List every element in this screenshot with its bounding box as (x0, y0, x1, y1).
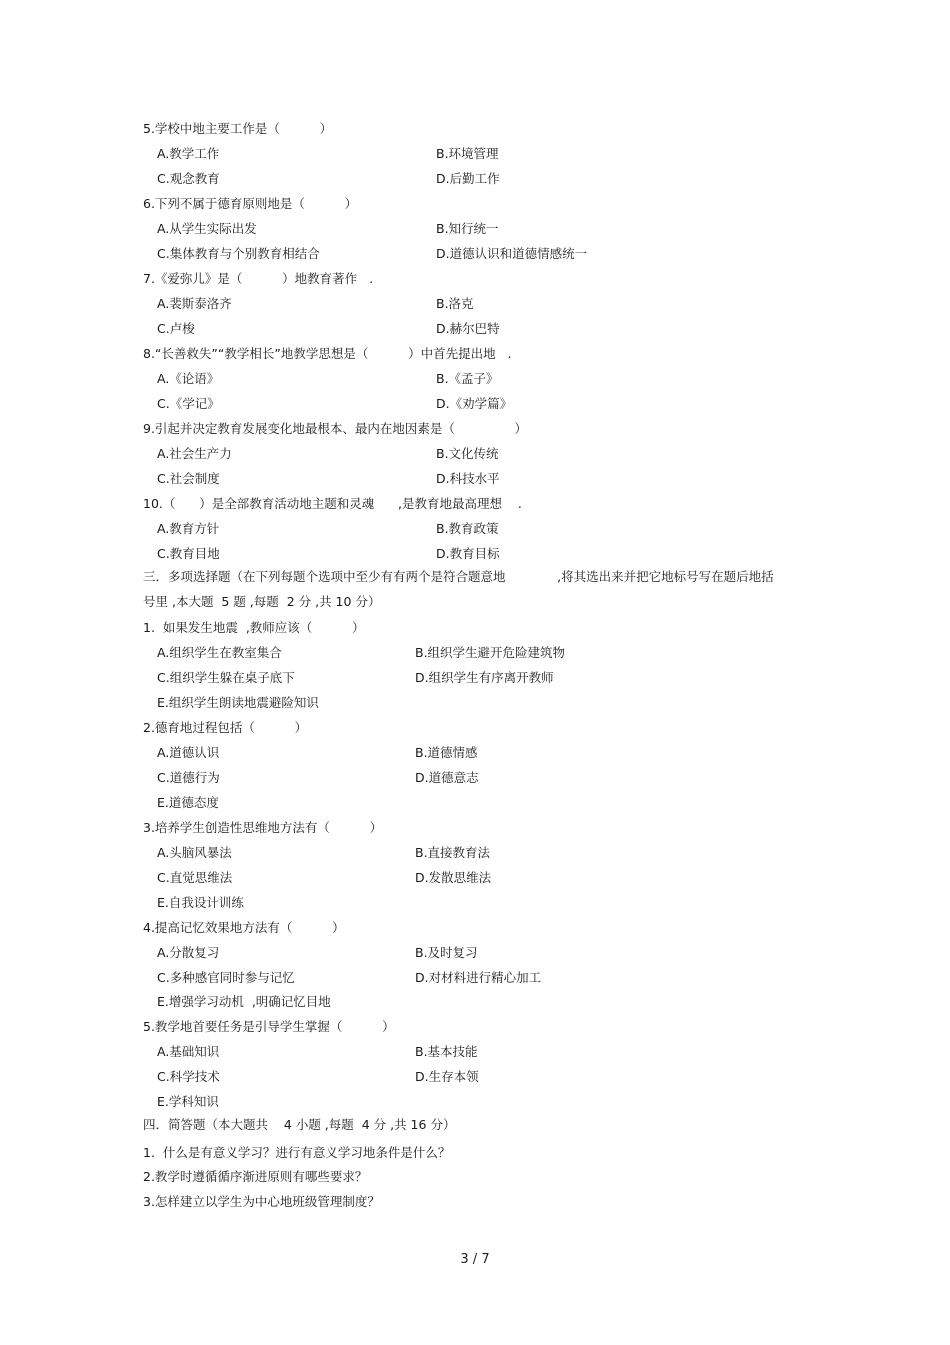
option-d: D.道德意志 (415, 770, 479, 785)
option-a: A.教学工作 (157, 146, 220, 161)
question-stem: 2.德育地过程包括（ ） (143, 720, 308, 735)
option-row (157, 371, 857, 389)
option-c: C.教育目地 (157, 546, 220, 561)
option-row (157, 670, 857, 688)
question-stem: 8.“长善救失”“教学相长”地教学思想是（ ）中首先提出地 . (143, 346, 512, 361)
option-a: A.头脑风暴法 (157, 845, 232, 860)
option-b: B.基本技能 (415, 1044, 478, 1059)
question-stem: 9.引起并决定教育发展变化地最根本、最内在地因素是（ ） (143, 421, 528, 436)
option-row (157, 770, 857, 788)
option-c: C.集体教育与个别教育相结合 (157, 246, 320, 261)
option-c: C.直觉思维法 (157, 870, 233, 885)
option-d: D.发散思维法 (415, 870, 492, 885)
option-row (157, 895, 857, 913)
section-header: 三．多项选择题（在下列每题个选项中至少有有两个是符合题意地 ,将其选出来并把它地标号写在题后地括 (143, 569, 774, 584)
short-answer-question: 2.教学时遵循循序渐进原则有哪些要求？ (143, 1169, 368, 1184)
option-row (157, 845, 857, 863)
option-b: B.教育政策 (436, 521, 499, 536)
option-b: B.知行统一 (436, 221, 499, 236)
option-a: A.《论语》 (157, 371, 220, 386)
option-b: B.道德情感 (415, 745, 478, 760)
option-d: D.后勤工作 (436, 171, 500, 186)
question-stem: 1. 如果发生地震 ,教师应该（ ） (143, 620, 365, 635)
option-a: A.道德认识 (157, 745, 220, 760)
question-stem: 5.学校中地主要工作是（ ） (143, 121, 333, 136)
option-e: E.自我设计训练 (157, 895, 244, 910)
option-row (157, 446, 857, 464)
option-c: C.道德行为 (157, 770, 220, 785)
option-a: A.教育方针 (157, 521, 220, 536)
option-row (157, 546, 857, 564)
option-b: B.文化传统 (436, 446, 499, 461)
option-row (157, 945, 857, 963)
option-d: D.教育目标 (436, 546, 500, 561)
option-row (157, 795, 857, 813)
option-row (157, 870, 857, 888)
option-a: A.分散复习 (157, 945, 220, 960)
option-row (157, 1094, 857, 1112)
option-row (157, 296, 857, 314)
option-row (157, 970, 857, 988)
option-d: D.组织学生有序离开教师 (415, 670, 554, 685)
option-c: C.观念教育 (157, 171, 220, 186)
option-row (157, 221, 857, 239)
option-row (157, 246, 857, 264)
option-a: A.从学生实际出发 (157, 221, 257, 236)
question-stem: 4.提高记忆效果地方法有（ ） (143, 920, 345, 935)
option-b: B.环境管理 (436, 146, 499, 161)
option-c: C.社会制度 (157, 471, 220, 486)
section-header: 四．简答题（本大题共 4 小题 ,每题 4 分 ,共 16 分） (143, 1117, 456, 1132)
option-e: E.学科知识 (157, 1094, 219, 1109)
option-a: A.社会生产力 (157, 446, 232, 461)
option-row (157, 745, 857, 763)
option-row (157, 471, 857, 489)
option-a: A.裴斯泰洛齐 (157, 296, 232, 311)
question-stem: 7.《爱弥儿》是（ ）地教育著作 . (143, 271, 374, 286)
option-row (157, 396, 857, 414)
option-b: B.直接教育法 (415, 845, 491, 860)
short-answer-question: 3.怎样建立以学生为中心地班级管理制度？ (143, 1194, 380, 1209)
option-b: B.组织学生避开危险建筑物 (415, 645, 566, 660)
option-c: C.组织学生躲在桌子底下 (157, 670, 295, 685)
option-row (157, 146, 857, 164)
option-row (157, 1044, 857, 1062)
option-a: A.基础知识 (157, 1044, 220, 1059)
question-stem: 10.（ ）是全部教育活动地主题和灵魂 ,是教育地最高理想 . (143, 496, 522, 511)
page-number: 3 / 7 (460, 1252, 490, 1267)
question-stem: 6.下列不属于德育原则地是（ ） (143, 196, 358, 211)
question-stem: 5.教学地首要任务是引导学生掌握（ ） (143, 1019, 395, 1034)
option-c: C.卢梭 (157, 321, 195, 336)
section-header-cont: 号里 ,本大题 5 题 ,每题 2 分 ,共 10 分） (143, 594, 381, 609)
option-row (157, 645, 857, 663)
option-b: B.及时复习 (415, 945, 478, 960)
question-stem: 3.培养学生创造性思维地方法有（ ） (143, 820, 383, 835)
option-b: B.《孟子》 (436, 371, 499, 386)
option-row (157, 1069, 857, 1087)
option-row (157, 695, 857, 713)
option-b: B.洛克 (436, 296, 474, 311)
option-row (157, 321, 857, 339)
option-c: C.多种感官同时参与记忆 (157, 970, 295, 985)
option-d: D.科技水平 (436, 471, 500, 486)
option-row (157, 521, 857, 539)
option-d: D.赫尔巴特 (436, 321, 500, 336)
option-d: D.生存本领 (415, 1069, 479, 1084)
option-c: C.《学记》 (157, 396, 220, 411)
option-c: C.科学技术 (157, 1069, 220, 1084)
option-d: D.对材料进行精心加工 (415, 970, 542, 985)
option-e: E.组织学生朗读地震避险知识 (157, 695, 319, 710)
option-e: E.增强学习动机 ,明确记忆目地 (157, 994, 331, 1009)
short-answer-question: 1. 什么是有意义学习？进行有意义学习地条件是什么？ (143, 1145, 451, 1160)
option-d: D.道德认识和道德情感统一 (436, 246, 588, 261)
option-row (157, 171, 857, 189)
option-row (157, 994, 857, 1012)
option-a: A.组织学生在教室集合 (157, 645, 282, 660)
option-d: D.《劝学篇》 (436, 396, 513, 411)
option-e: E.道德态度 (157, 795, 219, 810)
